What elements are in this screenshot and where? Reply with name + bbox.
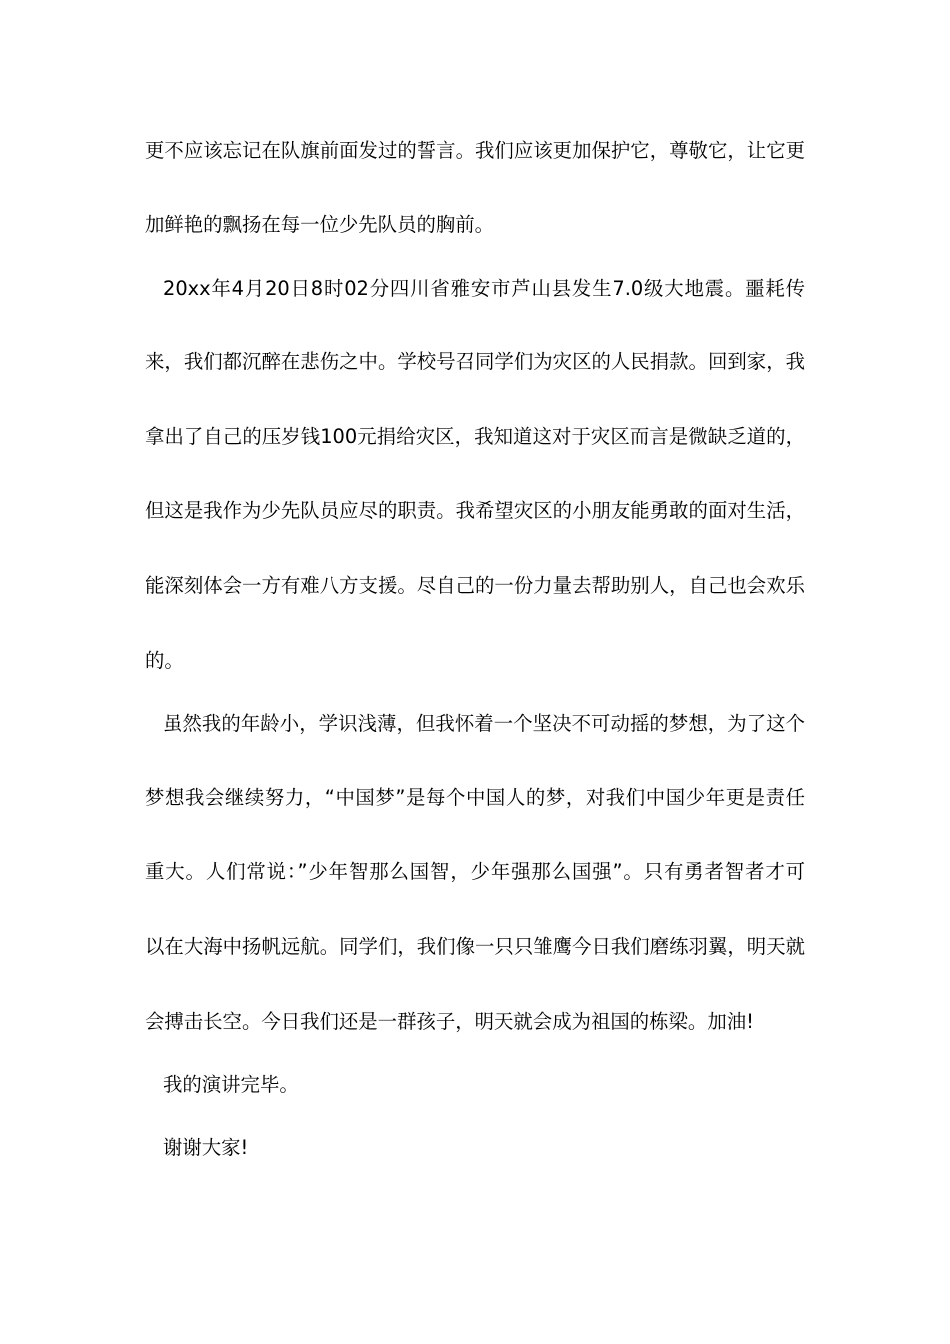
text-line-1: 更不应该忘记在队旗前面发过的誓言。我们应该更加保护它，尊敬它，让它更 xyxy=(145,139,805,162)
text-line-6: 但这是我作为少先队员应尽的职责。我希望灾区的小朋友能勇敢的面对生活， xyxy=(145,499,805,522)
text-line-15: 谢谢大家! xyxy=(163,1136,249,1159)
text-line-14: 我的演讲完毕。 xyxy=(163,1073,299,1096)
text-line-8: 的。 xyxy=(145,649,184,672)
text-line-12: 以在大海中扬帆远航。同学们，我们像一只只雏鹰今日我们磨练羽翼，明天就 xyxy=(145,935,805,958)
text-line-10: 梦想我会继续努力，“中国梦”是每个中国人的梦，对我们中国少年更是责任 xyxy=(145,786,805,809)
text-line-11: 重大。人们常说：”少年智那么国智，少年强那么国强”。只有勇者智者才可 xyxy=(145,860,805,883)
text-line-7: 能深刻体会一方有难八方支援。尽自己的一份力量去帮助别人，自己也会欢乐 xyxy=(145,574,805,597)
text-line-4: 来，我们都沉醉在悲伤之中。学校号召同学们为灾区的人民捐款。回到家，我 xyxy=(145,350,805,373)
text-line-5: 拿出了自己的压岁钱100元捐给灾区，我知道这对于灾区而言是微缺乏道的， xyxy=(145,425,805,448)
text-line-13: 会搏击长空。今日我们还是一群孩子，明天就会成为祖国的栋梁。加油! xyxy=(145,1010,754,1033)
text-line-9: 虽然我的年龄小，学识浅薄，但我怀着一个坚决不可动摇的梦想，为了这个 xyxy=(163,712,805,735)
text-line-3: 20xx年4月20日8时02分四川省雅安市芦山县发生7.0级大地震。噩耗传 xyxy=(163,277,805,300)
text-line-2: 加鲜艳的飘扬在每一位少先队员的胸前。 xyxy=(145,213,495,236)
